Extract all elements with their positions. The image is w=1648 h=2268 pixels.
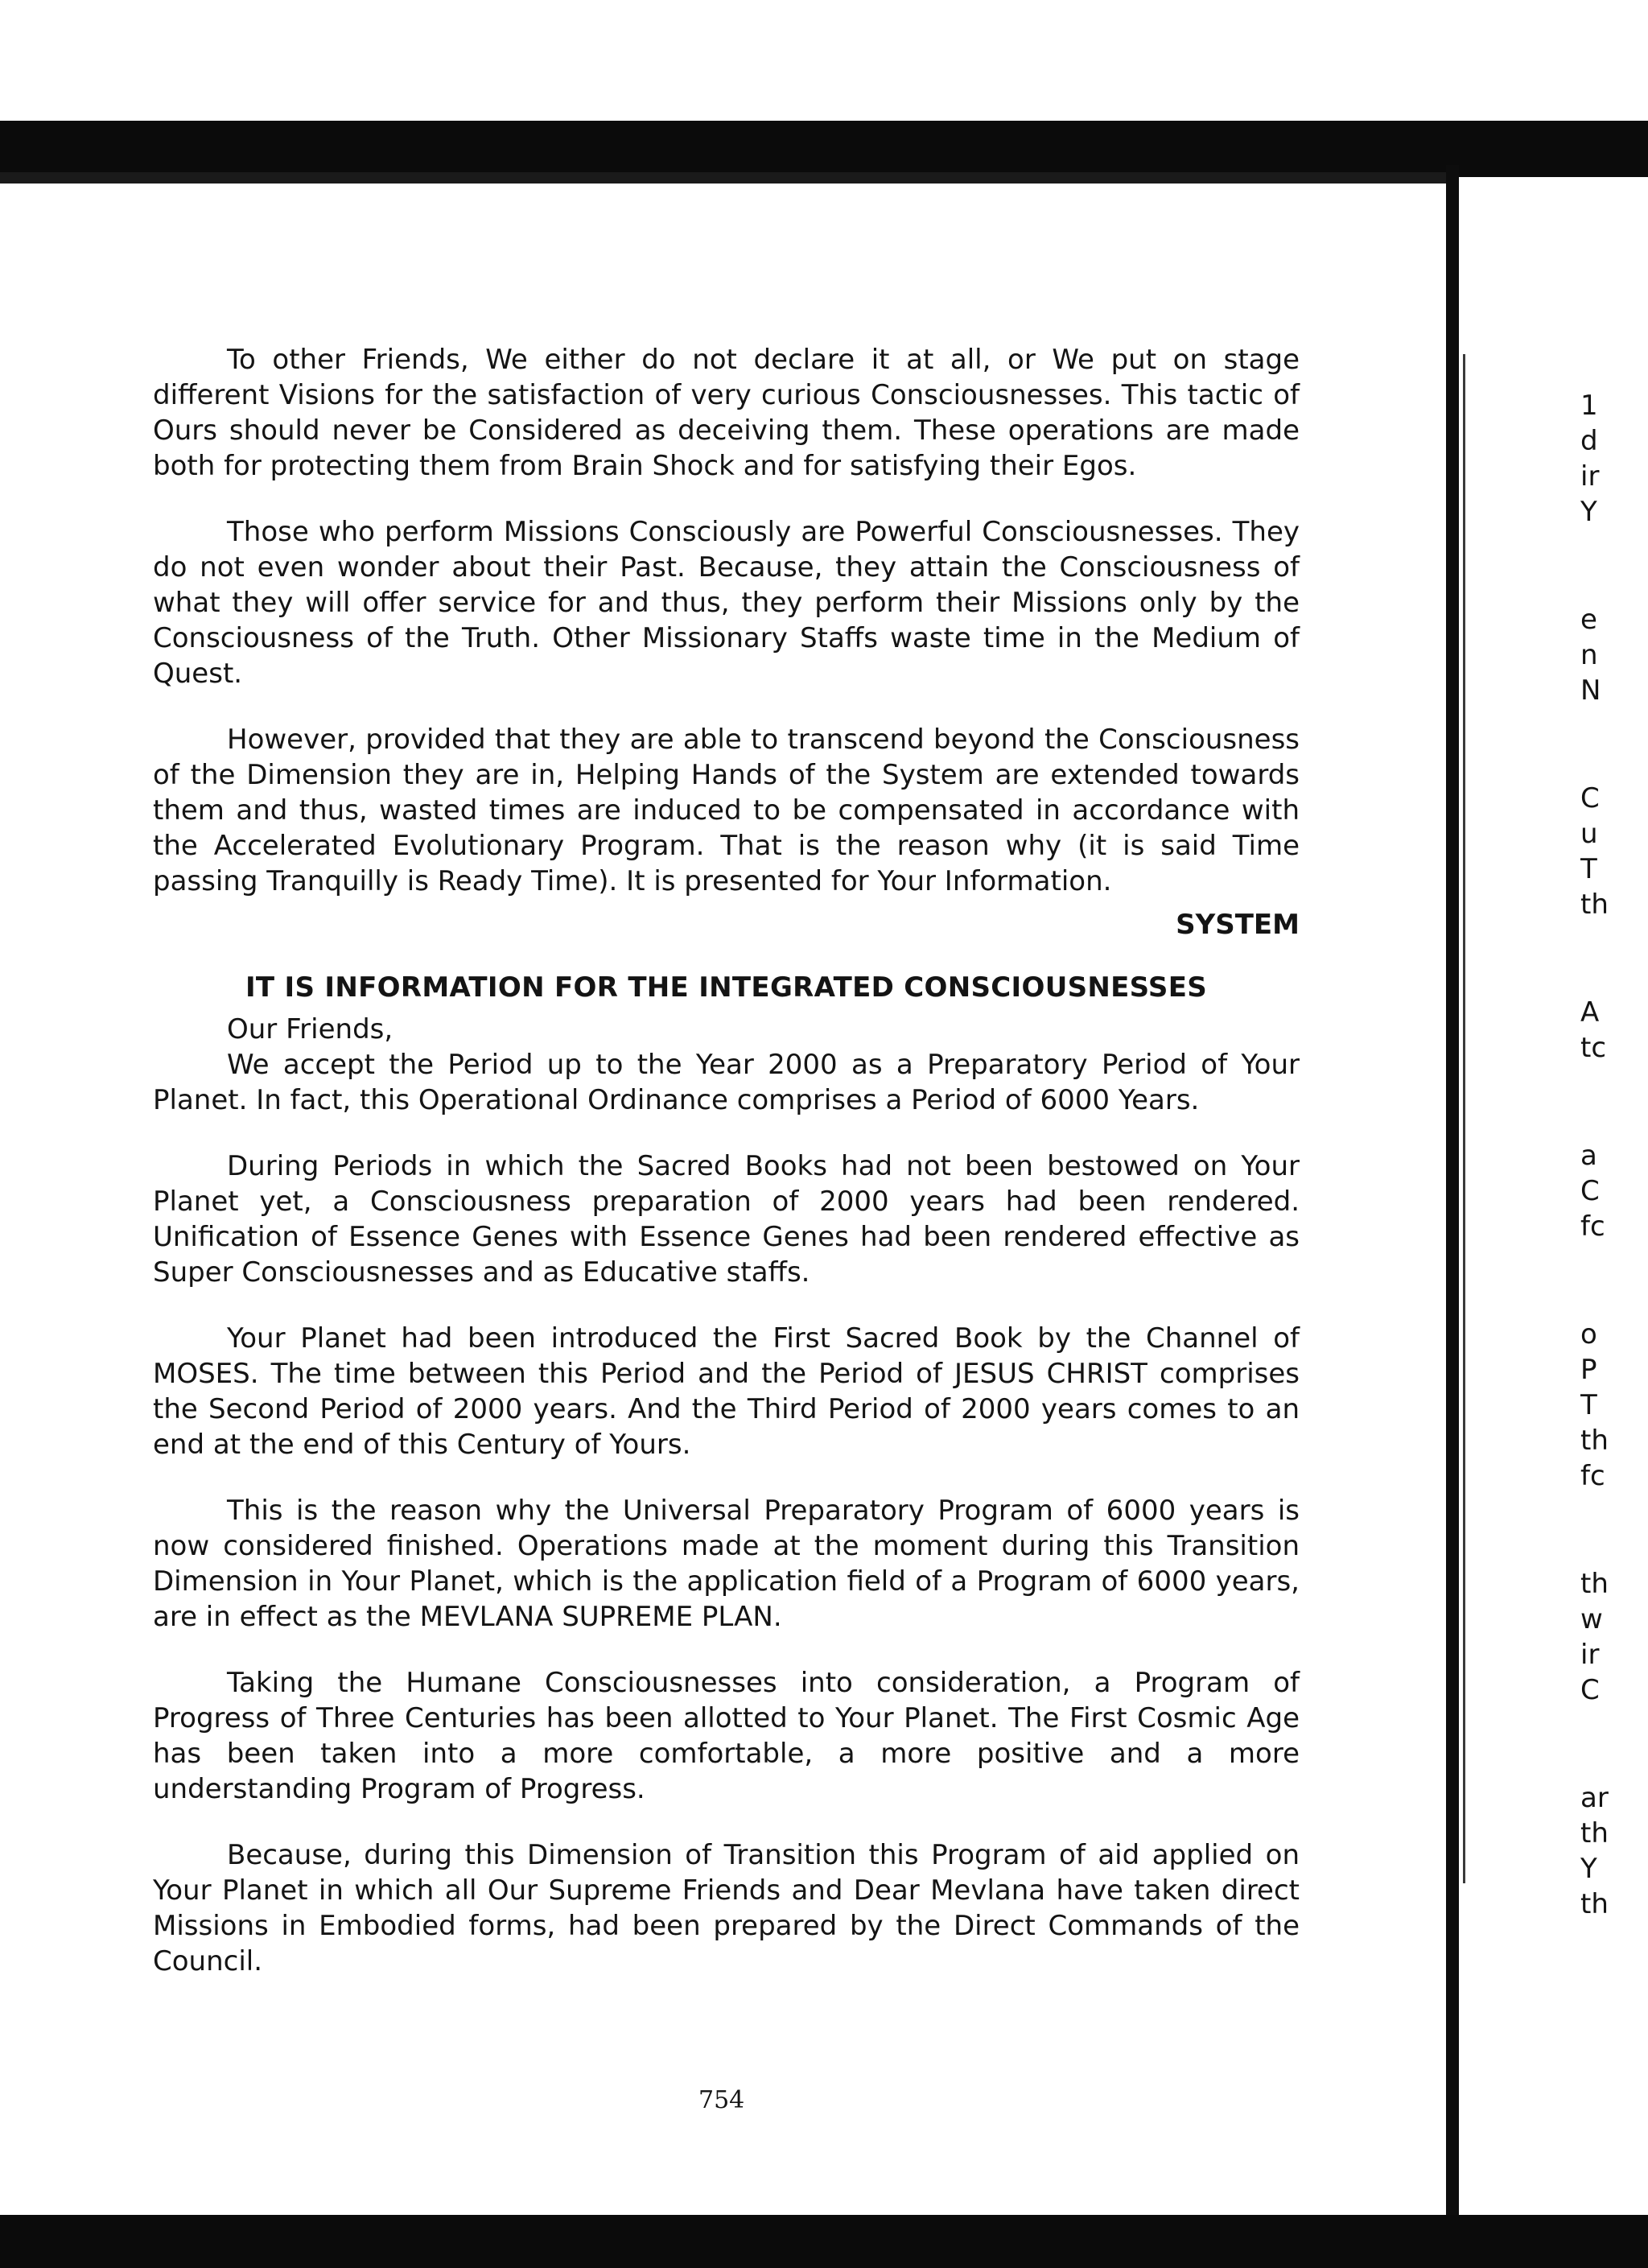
paragraph-3: However, provided that they are able to transcend beyond the Consciousness of the Dimension they are in, Helping Hands of the System are extended towards them and thus, wasted times are induced to be compensated in accordance with the Accelerated Evolutionary Program. That is the reason why (it is said Time passing Tranquilly is Ready Time). It is presented for Your Information. [153, 724, 1300, 897]
fragment: w [1580, 1603, 1603, 1635]
fragment: N [1580, 674, 1601, 707]
paragraph-1: To other Friends, We either do not declare it at all, or We put on stage different Visions for the satisfaction of very curious Consciousnesses. This tactic of Ours should never be Considered as deceiving them. These operations are made both for protecting them from Brain Shock and for satisfying their Egos. [153, 344, 1300, 482]
fragment: n [1580, 639, 1598, 671]
paragraph-4: We accept the Period up to the Year 2000 as a Preparatory Period of Your Planet. In fact, this Operational Ordinance comprises a Period of 6000 Years. [153, 1049, 1300, 1116]
fragment: th [1580, 889, 1609, 921]
fragment: fc [1580, 1210, 1605, 1243]
top-scan-bar [0, 121, 1648, 177]
fragment: o [1580, 1318, 1597, 1350]
top-scan-bar-edge [0, 172, 1456, 184]
fragment: T [1580, 1389, 1597, 1421]
main-text-column [153, 342, 1300, 2010]
fragment: tc [1580, 1032, 1607, 1064]
fragment: P [1580, 1354, 1597, 1386]
paragraph-5: During Periods in which the Sacred Books had not been bestowed on Your Planet yet, a Consciousness preparation of 2000 years had been rendered. Unification of Essence Genes with Essence Genes had been rendered effective as Super Consciousnesses and as Educative staffs. [153, 1150, 1300, 1289]
salutation: Our Friends, [227, 1013, 393, 1045]
book-gutter-line-thin [1463, 354, 1465, 1883]
page-number: 754 [698, 2086, 745, 2114]
paragraph-6: Your Planet had been introduced the First Sacred Book by the Channel of MOSES. The time between this Period and the Period of JESUS CHRIST comprises the Second Period of 2000 years. And the Third Period of 2000 years comes to an end at the end of this Century of Yours. [153, 1322, 1300, 1461]
fragment: C [1580, 1674, 1600, 1706]
fragment: 1 [1580, 390, 1598, 422]
fragment: ar [1580, 1782, 1609, 1814]
fragment: e [1580, 604, 1597, 636]
fragment: T [1580, 853, 1597, 885]
fragment: d [1580, 425, 1598, 457]
fragment: C [1580, 1175, 1600, 1207]
paragraph-8: Taking the Humane Consciousnesses into consideration, a Program of Progress of Three Centuries has been allotted to Your Planet. The First Cosmic Age has been taken into a more comfortable, a more positive and a more understanding Program of Progress. [153, 1667, 1300, 1805]
fragment: a [1580, 1140, 1597, 1172]
paragraph-9: Because, during this Dimension of Transition this Program of aid applied on Your Planet in which all Our Supreme Friends and Dear Mevlana have taken direct Missions in Embodied forms, had been prepared by the Direct Commands of the Council. [153, 1839, 1300, 1977]
signature-system: SYSTEM [1176, 909, 1300, 941]
fragment: th [1580, 1568, 1609, 1600]
fragment: Y [1580, 1853, 1597, 1885]
bottom-scan-bar [0, 2215, 1648, 2268]
fragment: ir [1580, 460, 1600, 493]
fragment: th [1580, 1888, 1609, 1920]
fragment: ir [1580, 1639, 1600, 1671]
fragment: fc [1580, 1460, 1605, 1492]
fragment: Y [1580, 496, 1597, 528]
paragraph-7: This is the reason why the Universal Preparatory Program of 6000 years is now considered finished. Operations made at the moment during this Transition Dimension in Your Planet, which is the application field of a Program of 6000 years, are in effect as the MEVLANA SUPREME PLAN. [153, 1495, 1300, 1633]
fragment: C [1580, 782, 1600, 814]
fragment: A [1580, 996, 1600, 1029]
fragment: u [1580, 818, 1598, 850]
fragment: th [1580, 1817, 1609, 1849]
fragment: th [1580, 1425, 1609, 1457]
paragraph-2: Those who perform Missions Consciously are Powerful Consciousnesses. They do not even wonder about their Past. Because, they attain the Consciousness of what they will offer service for and thus, they perform their Missions only by the Consciousness of the Truth. Other Missionary Staffs waste time in the Medium of Quest. [153, 516, 1300, 690]
section-heading: IT IS INFORMATION FOR THE INTEGRATED CONSCIOUSNESSES [245, 971, 1208, 1004]
book-gutter-line [1446, 165, 1459, 2221]
